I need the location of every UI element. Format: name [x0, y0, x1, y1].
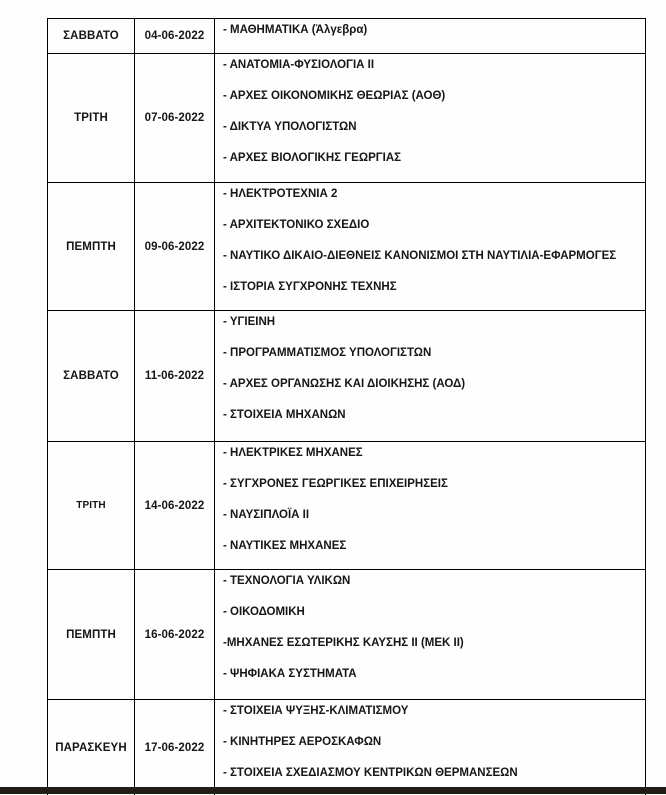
subjects-cell — [215, 183, 646, 311]
exam-schedule-body — [48, 19, 646, 795]
subject-item: - ΠΡΟΓΡΑΜΜΑΤΙΣΜΟΣ ΥΠΟΛΟΓΙΣΤΩΝ — [223, 347, 432, 359]
table-row — [48, 183, 646, 311]
day-cell: ΠΕΜΠΤΗ — [48, 183, 135, 311]
table-row — [48, 54, 646, 183]
subject-item: - ΝΑΥΣΙΠΛΟΪΑ II — [223, 509, 310, 521]
subject-item: -ΜΗΧΑΝΕΣ ΕΣΩΤΕΡΙΚΗΣ ΚΑΥΣΗΣ II (ΜΕΚ II) — [223, 637, 464, 649]
table-row — [48, 311, 646, 442]
subject-item: - ΥΓΙΕΙΝΗ — [223, 316, 276, 328]
exam-schedule-table — [47, 18, 646, 795]
subjects-cell — [215, 54, 646, 183]
date-cell: 17-06-2022 — [135, 700, 215, 795]
date-cell: 11-06-2022 — [135, 311, 215, 442]
date-cell: 09-06-2022 — [135, 183, 215, 311]
table-row — [48, 700, 646, 795]
subject-item: - ΣΤΟΙΧΕΙΑ ΨΥΞΗΣ-ΚΛΙΜΑΤΙΣΜΟΥ — [223, 705, 409, 717]
subject-item: - ΑΡΧΙΤΕΚΤΟΝΙΚΟ ΣΧΕΔΙΟ — [223, 219, 370, 231]
subject-item: - ΜΑΘΗΜΑΤΙΚΑ (Άλγεβρα) — [223, 24, 368, 36]
subject-item: - ΑΝΑΤΟΜΙΑ-ΦΥΣΙΟΛΟΓΙΑ II — [223, 59, 375, 71]
subject-item: - ΑΡΧΕΣ ΟΙΚΟΝΟΜΙΚΗΣ ΘΕΩΡΙΑΣ (ΑΟΘ) — [223, 90, 446, 102]
page-bottom-edge-bar — [0, 787, 666, 794]
subject-item: - ΣΤΟΙΧΕΙΑ ΣΧΕΔΙΑΣΜΟΥ ΚΕΝΤΡΙΚΩΝ ΘΕΡΜΑΝΣΕΩΝ — [223, 767, 518, 779]
day-cell: ΣΑΒΒΑΤΟ — [48, 19, 135, 54]
subject-item: - ΟΙΚΟΔΟΜΙΚΗ — [223, 606, 305, 618]
subject-item: - ΨΗΦΙΑΚΑ ΣΥΣΤΗΜΑΤΑ — [223, 668, 357, 680]
subject-item: - ΙΣΤΟΡΙΑ ΣΥΓΧΡΟΝΗΣ ΤΕΧΝΗΣ — [223, 281, 397, 293]
date-cell: 16-06-2022 — [135, 570, 215, 700]
subjects-cell — [215, 311, 646, 442]
subjects-cell — [215, 19, 646, 54]
table-row — [48, 19, 646, 54]
day-cell: ΤΡΙΤΗ — [48, 54, 135, 183]
subjects-cell — [215, 442, 646, 570]
table-row — [48, 442, 646, 570]
day-cell: ΠΕΜΠΤΗ — [48, 570, 135, 700]
day-cell: ΠΑΡΑΣΚΕΥΗ — [48, 700, 135, 795]
subject-item: - ΗΛΕΚΤΡΟΤΕΧΝΙΑ 2 — [223, 188, 338, 200]
day-cell: ΣΑΒΒΑΤΟ — [48, 311, 135, 442]
subject-item: - ΝΑΥΤΙΚΕΣ ΜΗΧΑΝΕΣ — [223, 540, 347, 552]
date-cell: 14-06-2022 — [135, 442, 215, 570]
subject-item: - ΤΕΧΝΟΛΟΓΙΑ ΥΛΙΚΩΝ — [223, 575, 351, 587]
subjects-cell — [215, 700, 646, 795]
subject-item: - ΣΥΓΧΡΟΝΕΣ ΓΕΩΡΓΙΚΕΣ ΕΠΙΧΕΙΡΗΣΕΙΣ — [223, 478, 448, 490]
day-cell: ΤΡΙΤΗ — [48, 442, 135, 570]
subject-item: - ΔΙΚΤΥΑ ΥΠΟΛΟΓΙΣΤΩΝ — [223, 121, 357, 133]
date-cell: 04-06-2022 — [135, 19, 215, 54]
table-row — [48, 570, 646, 700]
subject-item: - ΑΡΧΕΣ ΒΙΟΛΟΓΙΚΗΣ ΓΕΩΡΓΙΑΣ — [223, 152, 402, 164]
subject-item: - ΝΑΥΤΙΚΟ ΔΙΚΑΙΟ-ΔΙΕΘΝΕΙΣ ΚΑΝΟΝΙΣΜΟΙ ΣΤΗ ΝΑΥΤΙΛΙΑ-ΕΦΑΡΜΟΓΕΣ — [223, 250, 617, 262]
subjects-cell — [215, 570, 646, 700]
subject-item: - ΣΤΟΙΧΕΙΑ ΜΗΧΑΝΩΝ — [223, 409, 346, 421]
date-cell: 07-06-2022 — [135, 54, 215, 183]
subject-item: - ΑΡΧΕΣ ΟΡΓΑΝΩΣΗΣ ΚΑΙ ΔΙΟΙΚΗΣΗΣ (ΑΟΔ) — [223, 378, 466, 390]
subject-item: - ΗΛΕΚΤΡΙΚΕΣ ΜΗΧΑΝΕΣ — [223, 447, 363, 459]
subject-item: - ΚΙΝΗΤΗΡΕΣ ΑΕΡΟΣΚΑΦΩΝ — [223, 736, 382, 748]
